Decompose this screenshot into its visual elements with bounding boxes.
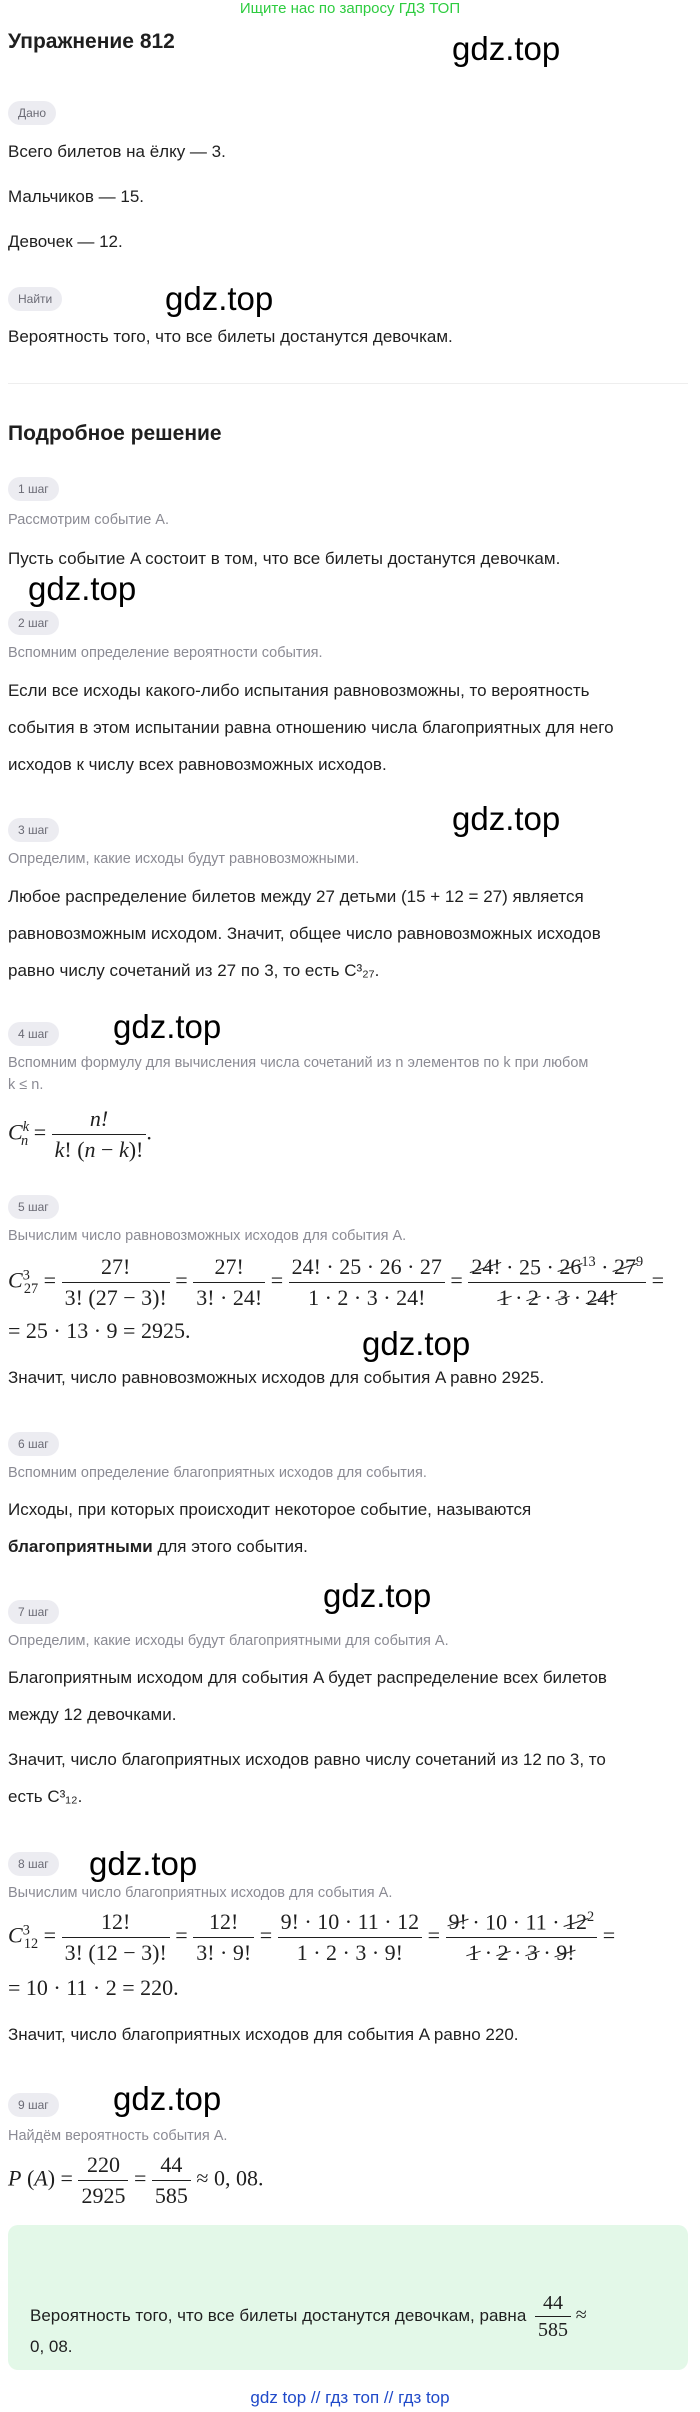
step-8-conclusion: Значит, число благоприятных исходов для события A равно 220. <box>8 2025 519 2044</box>
step-2-line: события в этом испытании равна отношению числа благоприятных для него <box>8 718 614 737</box>
term-favorable: благоприятными <box>8 1537 153 1556</box>
step-5-conclusion: Значит, число равновозможных исходов для события A равно 2925. <box>8 1368 545 1387</box>
total-outcomes-formula: $C^3_{27}$ = $\frac{27!}{3! (27 - 3)!}$ = $\frac{27!}{3! \cdot 24!}$ = $\frac{24! \cdot 25 \cdot 26 \cdot 27}{1 \cdot 2 \cdot 3 \cdot 24!}$ = $\frac{24! \cdot 25 \cdot 26^{13} \cdot 27^9}{1 \cdot 2 \cdot 3 \cdot 24!}$ = <box>8 1254 665 1311</box>
step-6-label: 6 шаг <box>8 1432 59 1456</box>
step-5-label: 5 шаг <box>8 1195 59 1219</box>
watermark: gdz.top <box>323 1577 432 1614</box>
step-7-line: есть C³₁₂. <box>8 1787 83 1806</box>
top-banner: Ищите нас по запросу ГДЗ ТОП <box>239 0 461 17</box>
favorable-outcomes-result: = 10 · 11 · 2 = 220. <box>8 1975 179 2000</box>
step-6-line: Исходы, при которых происходит некоторое событие, называются <box>8 1500 532 1519</box>
step-7-line: Значит, число благоприятных исходов равно числу сочетаний из 12 по 3, то <box>8 1750 606 1769</box>
step-3-line: Любое распределение билетов между 27 детьми (15 + 12 = 27) является <box>8 887 584 906</box>
step-8-hint: Вычислим число благоприятных исходов для события A. <box>8 1885 393 1901</box>
step-2-hint: Вспомним определение вероятности события. <box>8 645 323 661</box>
watermark: gdz.top <box>89 1845 198 1882</box>
watermark: gdz.top <box>452 30 561 67</box>
footer-links[interactable]: gdz top // гдз топ // гдз top <box>250 2388 450 2407</box>
step-7-line: Благоприятным исходом для события A будет распределение всех билетов <box>8 1668 607 1687</box>
watermark: gdz.top <box>165 280 274 317</box>
step-3-line: равновозможным исходом. Значит, общее число равновозможных исходов <box>8 924 601 943</box>
step-7-hint: Определим, какие исходы будут благоприятными для события A. <box>8 1633 449 1649</box>
divider <box>8 383 688 384</box>
step-1-text: Пусть событие A состоит в том, что все билеты достанутся девочкам. <box>8 549 561 568</box>
step-2-line: Если все исходы какого-либо испытания равновозможны, то вероятность <box>8 681 590 700</box>
page-title: Упражнение 812 <box>8 30 175 53</box>
answer-text: Вероятность того, что все билеты достанутся девочкам, равна $\frac{44}{585}$ ≈ <box>30 2292 587 2341</box>
step-4-label: 4 шаг <box>8 1022 59 1046</box>
step-1-label: 1 шаг <box>8 477 59 501</box>
step-7-line: между 12 девочками. <box>8 1705 177 1724</box>
find-text: Вероятность того, что все билеты достанутся девочкам. <box>8 327 453 346</box>
watermark: gdz.top <box>113 1008 222 1045</box>
probability-formula: P (A) = $\frac{220}{2925}$ = $\frac{44}{585}$ ≈ 0, 08. <box>8 2152 264 2208</box>
given-boys: Мальчиков — 15. <box>8 187 144 206</box>
given-total: Всего билетов на ёлку — 3. <box>8 142 226 161</box>
step-6-rest: для этого события. <box>152 1537 308 1556</box>
step-1-hint: Рассмотрим событие A. <box>8 512 170 528</box>
step-3-label: 3 шаг <box>8 818 59 842</box>
step-4-hint: Вспомним формулу для вычисления числа сочетаний из n элементов по k при любом <box>8 1055 589 1071</box>
step-8-label: 8 шаг <box>8 1852 59 1876</box>
given-girls: Девочек — 12. <box>8 232 123 251</box>
step-6-line <box>8 1528 308 1565</box>
find-label: Найти <box>8 287 62 311</box>
step-5-hint: Вычислим число равновозможных исходов для события A. <box>8 1228 407 1244</box>
step-9-label: 9 шаг <box>8 2093 59 2117</box>
step-3-hint: Определим, какие исходы будут равновозможными. <box>8 851 360 867</box>
step-4-hint: k ≤ n. <box>8 1077 44 1093</box>
step-2-label: 2 шаг <box>8 611 59 635</box>
answer-value: 0, 08. <box>30 2337 73 2356</box>
total-outcomes-result: = 25 · 13 · 9 = 2925. <box>8 1318 191 1343</box>
combination-formula: $C^k_n$ = $\frac{n!}{k! (n - k)!}$ . <box>8 1106 152 1162</box>
watermark: gdz.top <box>452 800 561 837</box>
solution-title: Подробное решение <box>8 422 222 445</box>
step-3-line: равно числу сочетаний из 27 по 3, то есть C³₂₇. <box>8 961 380 980</box>
watermark: gdz.top <box>28 570 137 607</box>
step-9-hint: Найдём вероятность события A. <box>8 2128 228 2144</box>
watermark: gdz.top <box>362 1325 471 1362</box>
step-2-line: исходов к числу всех равновозможных исходов. <box>8 755 387 774</box>
step-7-label: 7 шаг <box>8 1600 59 1624</box>
favorable-outcomes-formula: $C^3_{12}$ = $\frac{12!}{3! (12 - 3)!}$ = $\frac{12!}{3! \cdot 9!}$ = $\frac{9! \cdot 10 \cdot 11 \cdot 12}{1 \cdot 2 \cdot 3 \cdot 9!}$ = $\frac{9! \cdot 10 \cdot 11 \cdot 12^2}{1 \cdot 2 \cdot 3 \cdot 9!}$ = <box>8 1909 616 1966</box>
step-6-hint: Вспомним определение благоприятных исходов для события. <box>8 1465 427 1481</box>
watermark: gdz.top <box>113 2080 222 2117</box>
answer-sentence: Вероятность того, что все билеты достанутся девочкам, равна <box>30 2305 527 2325</box>
given-label: Дано <box>8 101 56 125</box>
